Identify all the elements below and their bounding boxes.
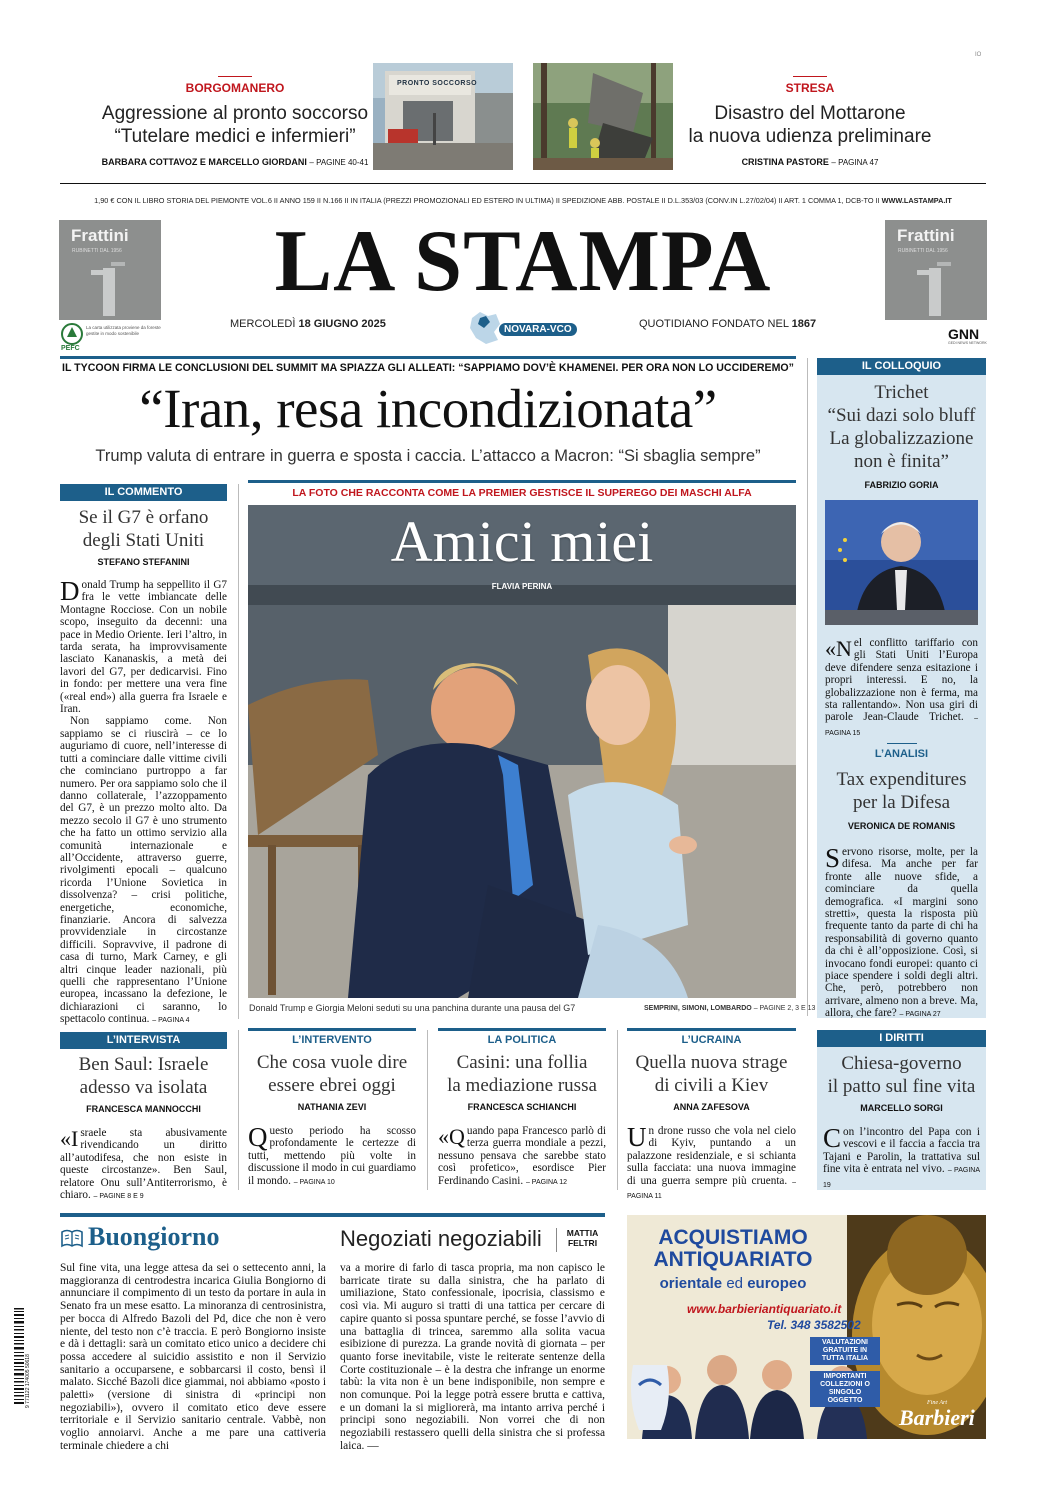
photo-author: FLAVIA PERINA — [491, 582, 553, 591]
intervista-body-text: sraele sta abusivamente rivendicando un diritto all’autodifesa, che non esiste in queste circostanze». Ben Saul, relatore Onu sull’Antiterrorismo, è chiaro. — [60, 1127, 227, 1202]
buongiorno-author-2: FELTRI — [567, 1238, 598, 1248]
diritti-byline: MARCELLO SORGI — [860, 1103, 943, 1113]
commento-headline-2: degli Stati Uniti — [82, 530, 205, 551]
edition-badge[interactable] — [466, 308, 586, 346]
intervista-quote-mark: « — [60, 1126, 71, 1151]
ad-brand: Barbieri — [899, 1405, 975, 1430]
analisi-body-text: ervono risorse, molte, per la difesa. Ma anche per far fronte alle nuove sfide, a cominciare da quella demografica. «I margini sono stretti», questa la risposta più frequente tanto da parte di chi ha responsabilità di governo quanto da chi è all’opposizione. Così, si invocano fondi europei: quanto ci piace spendere i soldi degli altri. Che, però, potrebbero non arrivare, almeno non a breve. Ma, allora, che fare? — [825, 846, 978, 1020]
gnn-logo — [948, 327, 987, 345]
ad-badge-2-line-1: IMPORTANTI — [823, 1373, 867, 1380]
photo-pronto-soccorso[interactable] — [373, 63, 513, 170]
mottarone-image — [533, 63, 673, 170]
intervista-headline-1: Ben Saul: Israele — [78, 1054, 209, 1075]
diritti-headline-2: il patto sul fine vita — [827, 1076, 976, 1097]
photo-mottarone[interactable] — [533, 63, 673, 170]
colloquio-dropcap-letter: N — [836, 636, 852, 661]
teaser-kicker: STRESA — [785, 81, 835, 95]
teaser-stresa[interactable] — [680, 76, 940, 167]
commento-headline-1: Se il G7 è orfano — [78, 507, 209, 528]
ad-badge-2-line-2: COLLEZIONI O — [820, 1381, 870, 1388]
intervista-page: – PAGINE 8 E 9 — [93, 1193, 144, 1201]
teaser-kicker: BORGOMANERO — [185, 81, 285, 95]
ad-frattini-left[interactable] — [59, 220, 161, 320]
diritti-body — [823, 1123, 980, 1192]
analisi-byline: VERONICA DE ROMANIS — [847, 821, 956, 831]
ad-sub: RUBINETTI DAL 1956 — [72, 248, 122, 254]
intervento-byline: NATHANIA ZEVI — [297, 1102, 367, 1112]
colloquio-headline-1: Trichet — [874, 382, 929, 403]
lead-subhead: Trump valuta di entrare in guerra e sposta i caccia. L’attacco a Macron: “Si sbaglia sempre” — [95, 447, 761, 465]
colloquio-body — [825, 637, 978, 740]
buongiorno-col-2: va a morire di farlo di tasca propria, ma non capisco le barricate tirate su dalla sinistra, che ha parlato di umiliazione, Stato confessionale, ipocrisia, classismo e così via. Mi auguro si tratti di una tattica per cercare di capire quanto si possa spuntare perché, se fosse l’avvio di una battaglia di trincea, saremmo alla solita vacua esibizione di purezza. La grande novità di giornata – per quanto forse inevitabile, viste le reiterate sentenze della Corte costituzionale – è la destra che infrange un enorme tabù: la vita non è un bene indisponibile, non sempre e non comunque. Poi la legge potrà essere brutta e cattiva, e un domani la si migliorerà, ma intanto arriva perché i principi sono negoziabili. Non vorrei che di non negoziabili restassero quelli della sinistra che si professa laica. — — [340, 1262, 605, 1452]
intervista-body — [60, 1127, 227, 1203]
analisi-headline-1: Tax expenditures — [836, 769, 967, 790]
trichet-image — [825, 500, 978, 625]
ad-line-1: ACQUISTIAMO — [658, 1226, 808, 1249]
pefc-logo — [61, 323, 161, 353]
info-strip-top-rule — [60, 183, 986, 184]
founded-year: 1867 — [791, 318, 817, 330]
ad-line-3a: orientale — [659, 1275, 723, 1292]
commento-article[interactable] — [60, 484, 227, 1028]
teaser-page: – PAGINA 47 — [831, 158, 879, 167]
ad-url-link[interactable]: www.barbieriantiquariato.it — [687, 1302, 842, 1316]
ad-sub: RUBINETTI DAL 1956 — [898, 248, 948, 254]
teaser-page: – PAGINE 40-41 — [309, 158, 369, 167]
ad-badge-1-line-2: GRATUITE IN — [822, 1347, 868, 1354]
politica-page: – PAGINA 12 — [525, 1178, 568, 1186]
ad-line-3b: ed — [726, 1275, 744, 1292]
open-book-icon — [60, 1228, 84, 1248]
ad-frattini-right[interactable] — [885, 220, 987, 320]
column-divider — [238, 484, 239, 1019]
analisi-dropcap: S — [825, 843, 841, 873]
pefc-label: PEFC — [61, 345, 80, 352]
colloquio-article[interactable] — [817, 358, 986, 740]
photo-kicker-rule — [248, 480, 796, 483]
colloquio-byline: FABRIZIO GORIA — [864, 480, 939, 490]
date-weekday: MERCOLEDÌ — [230, 318, 296, 330]
kicker-rule — [218, 76, 252, 77]
buongiorno-headline: Negoziati negoziabili — [340, 1226, 542, 1251]
analisi-article[interactable] — [817, 743, 986, 1022]
commento-byline: STEFANO STEFANINI — [97, 557, 190, 567]
ucraina-headline-1: Quella nuova strage — [635, 1052, 788, 1073]
trichet-photo — [825, 500, 978, 625]
commento-para-1: onald Trump ha seppellito il G7 fra le vette imbiancate delle Montagne Rocciose. Con un nobile scopo, inseguito da decenni: una pace in Medio Oriente. Ieri l’altro, in tarda serata, ha improvvisamente lasciato Kananaskis, a metà dei lavori del G7, per dedicarvisi. Fino in fondo: per mettere una vera fine («real end») alla guerra fra Israele e Iran. — [60, 579, 227, 716]
intervento-headline-2: essere ebrei oggi — [268, 1075, 396, 1096]
gnn-label: GNN — [948, 326, 980, 342]
politica-section: LA POLITICA — [438, 1028, 606, 1046]
photo-credits-names: SEMPRINI, SIMONI, LOMBARDO — [644, 1005, 752, 1012]
ucraina-body — [627, 1122, 796, 1203]
analisi-section: L’ANALISI — [874, 748, 929, 760]
ucraina-body-text: n drone russo che vola nel cielo di Kyiv, puntando a un palazzone residenziale, e si schianta sulla facciata: una nuova immagine di una guerra sempre più cruenta. — [627, 1125, 796, 1187]
commento-section: IL COMMENTO — [60, 484, 227, 501]
colloquio-section: IL COLLOQUIO — [817, 358, 986, 375]
colloquio-page: – PAGINA 15 — [825, 715, 979, 737]
intervista-dropcap-letter: I — [71, 1126, 79, 1151]
photo-sign-text: PRONTO SOCCORSO — [397, 80, 478, 87]
ucraina-byline: ANNA ZAFESOVA — [673, 1102, 750, 1112]
main-photo[interactable] — [248, 505, 796, 998]
commento-para-2 — [60, 715, 227, 1027]
pefc-note: La carta utilizzata proviene da foreste gestite in modo sostenibile — [86, 325, 161, 336]
colloquio-dropcap — [825, 638, 852, 660]
colloquio-quote-mark: « — [825, 636, 836, 661]
ucraina-dropcap: U — [627, 1122, 647, 1152]
colloquio-headline-4: non è finita” — [854, 451, 949, 472]
ucraina-article[interactable] — [627, 1028, 796, 1203]
colloquio-body-text: el conflitto tariffario con gli Stati Uniti l’Europa deve difendere senza esitazione i propri interessi. E no, la globalizzazione non è ferma, ma sta rallentando». Non usa giri di parole Jean-Claude Trichet. — [825, 637, 978, 724]
intervista-headline-2: adesso va isolata — [79, 1077, 208, 1098]
gnn-sub: GEDI NEWS NETWORK — [948, 341, 987, 345]
ucraina-page: – PAGINA 11 — [627, 1178, 796, 1201]
teaser-borgomanero[interactable] — [100, 76, 370, 167]
teaser-headline-1: Aggressione al pronto soccorso — [101, 103, 369, 124]
intervento-dropcap: Q — [248, 1122, 268, 1152]
intervista-dropcap — [60, 1128, 78, 1150]
intervento-headline-1: Che cosa vuole dire — [256, 1052, 408, 1073]
barcode — [14, 1308, 30, 1408]
intervista-byline: FRANCESCA MANNOCCHI — [86, 1104, 201, 1114]
site-url-link[interactable]: WWW.LASTAMPA.IT — [881, 196, 952, 205]
trump-meloni-photo — [248, 505, 796, 998]
corner-mark: IO — [975, 52, 982, 58]
ad-phone: Tel. 348 3582502 — [767, 1318, 861, 1332]
teaser-byline — [680, 157, 940, 167]
ad-brand: Frattini — [897, 226, 955, 245]
teaser-headline-2: la nuova udienza preliminare — [688, 126, 932, 147]
commento-para-2-text: Non sappiamo come. Non sappiamo se ci riuscirà – ce lo auguriamo di cuore, nell’interesse di tutti a cominciare dalle vittime civili che cominciano purtroppo a far numero. Per ora sappiamo solo che il danno collaterale, l’azzoppamento del G7, è un prezzo molto alto. Da mezzo secolo il G7 è uno strumento che ha fatto un ottimo servizio alla comunità internazionale e all’Occidente, attraverso guerre, rivolgimenti epocali – qualcuno ricorda l’Unione Sovietica in dissolvenza? – crisi politiche, energetiche, economiche, finanziarie. Ancora di salvezza provvidenziale in circostanze difficili. Sopravvive, il padrone di casa di turno, Mark Carney, e gli altri cinque leader nazionali, più quelli che rappresentano l’Unione europea, incassano la defezione, le dichiarazioni ci saranno, lo spettacolo continua. — [60, 715, 227, 1026]
buongiorno-title: Buongiorno — [88, 1222, 220, 1251]
column-divider — [807, 358, 808, 1016]
politica-quote-mark: « — [438, 1124, 449, 1149]
ad-brand-small: Fine Art — [927, 1400, 948, 1406]
ad-badge-valutazioni — [810, 1337, 880, 1365]
analisi-headline-2: per la Difesa — [852, 792, 951, 813]
commento-dropcap: D — [60, 576, 80, 606]
pefc-tree-icon — [61, 323, 83, 345]
colloquio-headline-3: La globalizzazione — [829, 428, 974, 449]
ad-barbieri[interactable] — [627, 1215, 986, 1439]
intervista-article[interactable] — [60, 1032, 227, 1203]
kicker-rule — [793, 76, 827, 77]
intervento-body-text: uesto periodo ha scosso profondamente le certezze di tutti, mettendo più volte in discussione il modo in cui guardiamo il mondo. — [248, 1125, 416, 1187]
date-value: 18 GIUGNO 2025 — [298, 318, 386, 330]
colloquio-headline-2: “Sui dazi solo bluff — [827, 405, 976, 426]
info-strip — [60, 196, 986, 205]
diritti-page: – PAGINA 19 — [823, 1167, 980, 1189]
diritti-dropcap: C — [823, 1123, 842, 1153]
politica-byline: FRANCESCA SCHIANCHI — [467, 1102, 577, 1112]
lead-top-rule — [60, 356, 796, 359]
intervista-section: L’INTERVISTA — [60, 1032, 227, 1049]
photo-caption: Donald Trump e Giorgia Meloni seduti su una panchina durante una pausa del G7 — [249, 1003, 576, 1013]
ad-badge-2-line-3: SINGOLO — [828, 1389, 862, 1396]
bottom-divider — [617, 1030, 618, 1190]
edition-label: NOVARA-VCO — [499, 323, 577, 336]
teaser-byline-name: BARBARA COTTAVOZ E MARCELLO GIORDANI — [101, 157, 307, 167]
intervento-article[interactable] — [248, 1028, 416, 1189]
intervento-section: L’INTERVENTO — [248, 1028, 416, 1046]
buongiorno-author — [560, 1228, 605, 1248]
politica-dropcap-letter: Q — [449, 1124, 465, 1149]
politica-article[interactable] — [438, 1028, 606, 1189]
ad-badge-collezioni — [810, 1371, 880, 1407]
photo-credits — [644, 1005, 815, 1012]
analisi-rule — [887, 743, 917, 744]
diritti-body-text: on l’incontro del Papa con i vescovi e il faccia a faccia tra Tajani e Parolin, la trattativa sul fine vita è entrata nel vivo. — [823, 1126, 980, 1176]
commento-page: – PAGINA 4 — [152, 1017, 190, 1025]
ad-line-2: ANTIQUARIATO — [653, 1248, 813, 1271]
founded-label: QUOTIDIANO FONDATO NEL — [639, 318, 789, 330]
politica-headline-1: Casini: una follia — [456, 1052, 588, 1073]
politica-headline-2: la mediazione russa — [447, 1075, 597, 1096]
faucet-icon — [915, 260, 955, 318]
teaser-byline-name: CRISTINA PASTORE — [741, 157, 829, 167]
teaser-headline-1: Disastro del Mottarone — [714, 103, 906, 124]
ucraina-section: L’UCRAINA — [627, 1028, 796, 1046]
masthead-date — [230, 318, 386, 330]
ucraina-headline-2: di civili a Kiev — [654, 1075, 769, 1096]
commento-body — [60, 576, 227, 1028]
diritti-article[interactable] — [817, 1030, 986, 1190]
analisi-page: – PAGINA 27 — [899, 1011, 941, 1019]
politica-body — [438, 1125, 606, 1189]
bottom-divider — [238, 1030, 239, 1190]
masthead-founded — [639, 318, 816, 330]
buongiorno-divider — [556, 1228, 557, 1252]
politica-dropcap — [438, 1126, 465, 1148]
teaser-headline-2: “Tutelare medici e infermieri” — [114, 126, 356, 147]
lead-headline[interactable]: “Iran, resa incondizionata” — [139, 378, 717, 439]
barcode-number: 9 771122 174005 50618 — [25, 1354, 31, 1408]
intervento-body — [248, 1122, 416, 1189]
info-strip-text: 1,90 € CON IL LIBRO STORIA DEL PIEMONTE VOL.6 II ANNO 159 II N.166 II IN ITALIA (PREZZI PROMOZIONALI ED ESTERO IN ULTIMA) II SPEDIZIONE ABB. POSTALE II D.L.353/03 (CONV.IN L.27/02/04) II ART. 1 COMMA 1, DCB-TO II — [94, 196, 880, 205]
ad-line-3 — [633, 1275, 833, 1292]
ad-badge-1-line-3: TUTTA ITALIA — [821, 1355, 869, 1362]
buongiorno-col-1: Sul fine vita, una legge attesa da sei o settecento anni, la maggioranza di centrodestra incarica Giulia Bongiorno di annunciare il compimento di un testo da portare in aula in Senato fra un mese esatto. La minoranza di centrosinistra, per bocca di Alfredo Bazoli del Pd, dice che non è vero niente, del testo non c’è traccia. E però Bongiorno insiste e dà i dettagli: sarà un comitato etico unico a decidere chi possa accedere al suicidio assistito e non il Servizio sanitario a occuparsene, e sobbarcarsi il costo, bensì il malato. Sicché Bazoli dice giammai, noi abbiamo «posto i paletti» (versione di sinistra di «principi non negoziabili»), ovvero il comitato etico deve essere territoriale e il Servizio sanitario centrale. Vabbè, non voglio annoiarvi. Anche a me pare una cattiveria terminale chiedere a chi — [60, 1262, 326, 1452]
faucet-icon — [89, 260, 129, 318]
lead-kicker: IL TYCOON FIRMA LE CONCLUSIONI DEL SUMMIT MA SPIAZZA GLI ALLEATI: “SAPPIAMO DOV’È KHAMENEI. PER ORA NON LO UCCIDEREMO” — [62, 362, 794, 374]
ad-line-3c: europeo — [747, 1275, 807, 1292]
photo-title: Amici miei — [390, 509, 654, 574]
photo-kicker: LA FOTO CHE RACCONTA COME LA PREMIER GESTISCE IL SUPEREGO DEI MASCHI ALFA — [292, 487, 752, 499]
intervento-page: – PAGINA 10 — [293, 1178, 335, 1186]
bottom-divider — [427, 1030, 428, 1190]
photo-credits-page: – PAGINE 2, 3 E 13 — [753, 1005, 816, 1012]
masthead-title[interactable]: LA STAMPA — [274, 213, 772, 310]
ad-badge-2-line-4: OGGETTO — [827, 1397, 863, 1404]
buongiorno-author-1: MATTIA — [566, 1228, 599, 1238]
politica-body-text: uando papa Francesco parlò di terza guerra mondiale a pezzi, nessuno pensava che sarebbe stato così profetico», esordisce Pier Ferdinando Casini. — [438, 1125, 606, 1187]
analisi-body — [825, 843, 978, 1022]
diritti-headline-1: Chiesa-governo — [841, 1053, 962, 1074]
ad-brand: Frattini — [71, 226, 129, 245]
ad-badge-1-line-1: VALUTAZIONI — [821, 1339, 868, 1346]
buongiorno-top-rule — [60, 1213, 605, 1217]
diritti-section: I DIRITTI — [817, 1030, 986, 1047]
teaser-byline — [100, 157, 370, 167]
